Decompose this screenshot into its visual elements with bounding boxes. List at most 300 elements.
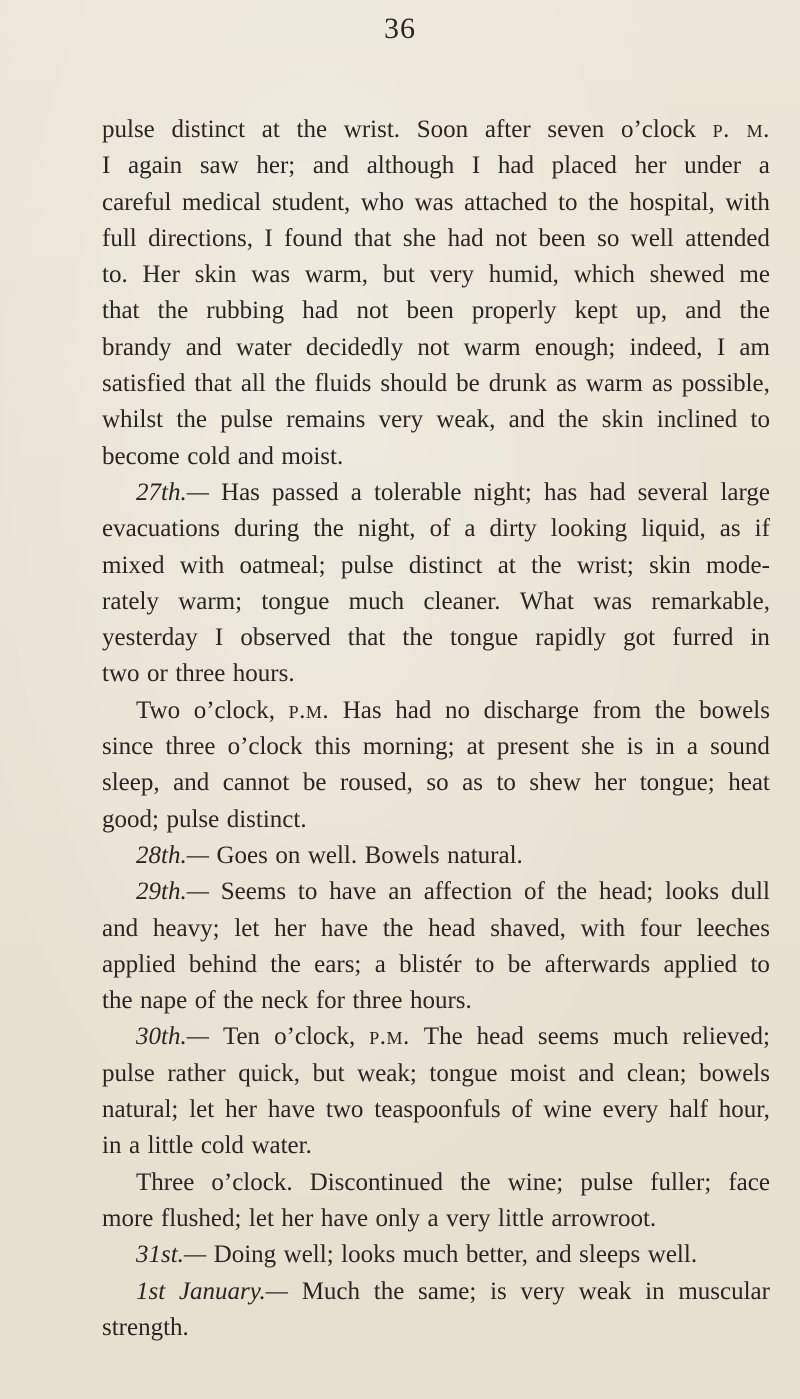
text-line: [102, 656, 770, 692]
word: tongue: [261, 587, 330, 615]
text-line: [102, 548, 770, 584]
word: much: [348, 587, 405, 615]
word: night,: [357, 515, 416, 543]
entry-line: [102, 1019, 770, 1055]
word: pulse: [220, 406, 273, 434]
text-line: [102, 1128, 770, 1164]
word: possible,: [681, 370, 770, 398]
word: Has: [342, 696, 382, 724]
word: she: [402, 224, 437, 252]
word: p.m.: [369, 1023, 410, 1051]
word: passed: [272, 478, 339, 506]
word: be: [507, 950, 532, 978]
word: arrowroot.: [551, 1204, 657, 1232]
word: the: [274, 370, 306, 398]
word: much: [402, 1241, 459, 1269]
word: wine;: [507, 1168, 564, 1196]
word: I: [264, 224, 273, 252]
word: a: [128, 1132, 141, 1160]
word: shewed: [649, 261, 725, 289]
text-line: [102, 221, 770, 257]
word: the: [382, 914, 414, 942]
word: Bowels: [364, 841, 440, 869]
word: remains: [286, 406, 366, 434]
word: her;: [256, 152, 296, 180]
word: from: [592, 696, 642, 724]
word: her: [594, 769, 627, 797]
word: m.: [746, 116, 770, 143]
word: properly: [471, 297, 557, 325]
page-number: 36: [384, 12, 416, 45]
word: three: [175, 660, 226, 688]
word: dull: [731, 878, 770, 906]
word: I: [716, 333, 726, 361]
word: of: [194, 987, 216, 1015]
word: mixed: [102, 551, 165, 579]
word: have: [267, 1096, 316, 1124]
word: January.—: [178, 1277, 288, 1305]
word: p.m.: [288, 696, 330, 724]
word: little: [498, 1204, 544, 1232]
word: was: [414, 188, 454, 216]
word: flushed;: [160, 1204, 242, 1232]
word: I: [214, 624, 224, 652]
word: heat: [728, 769, 770, 797]
word: been: [406, 297, 454, 325]
word: tongue;: [639, 769, 715, 797]
word: weak,: [436, 406, 496, 434]
text-line: [102, 1201, 770, 1237]
text-line: [102, 112, 770, 148]
word: student,: [271, 188, 351, 216]
word: no: [445, 696, 471, 724]
word: during: [234, 515, 300, 543]
word: brandy: [102, 333, 172, 361]
word: a: [427, 1204, 439, 1232]
word: cannot: [222, 769, 290, 797]
word: a: [464, 515, 476, 543]
word: 1st: [136, 1277, 166, 1305]
word: head: [476, 1023, 524, 1051]
entry-line: [102, 693, 770, 729]
word: to: [496, 769, 516, 797]
word: natural.: [447, 841, 523, 869]
word: afterwards: [544, 950, 651, 978]
word: discharge: [483, 696, 580, 724]
word: the: [313, 515, 344, 543]
word: nape: [140, 987, 188, 1015]
word: pulse: [340, 551, 394, 579]
word: has: [543, 478, 578, 506]
word: had: [302, 297, 339, 325]
word: hospital,: [629, 188, 715, 216]
word: as: [556, 370, 577, 398]
word: up,: [635, 297, 668, 325]
word: applied: [102, 950, 176, 978]
word: the: [176, 406, 207, 434]
word: dirty: [489, 515, 537, 543]
text-line: [102, 366, 770, 402]
word: weak: [578, 1277, 632, 1305]
word: yesterday: [102, 624, 198, 652]
word: the: [556, 878, 588, 906]
word: should: [380, 370, 448, 398]
word: after: [484, 116, 531, 143]
word: the: [270, 950, 301, 978]
entry-line: [102, 475, 770, 511]
word: cold: [187, 442, 231, 470]
text-line: [102, 729, 770, 765]
entry-line: [102, 1237, 770, 1273]
word: distinct: [408, 551, 483, 579]
word: that: [353, 224, 392, 252]
word: looks: [664, 878, 720, 906]
word: under: [684, 152, 742, 180]
word: decidedly: [305, 333, 404, 361]
word: skin: [194, 261, 237, 289]
word: and: [685, 297, 722, 325]
text-line: [102, 765, 770, 801]
word: o’clock,: [193, 696, 275, 724]
word: hours.: [409, 987, 472, 1015]
word: been: [538, 224, 586, 252]
word: well: [630, 224, 674, 252]
word: Doing: [213, 1241, 277, 1269]
word: and: [578, 1059, 615, 1087]
word: present: [496, 733, 570, 761]
word: directions,: [148, 224, 253, 252]
word: o’clock,: [274, 1023, 356, 1051]
word: had: [497, 152, 534, 180]
word: water.: [251, 1132, 312, 1160]
word: to: [474, 950, 495, 978]
text-line: [102, 1056, 770, 1092]
word: not: [417, 333, 450, 361]
word: have: [329, 878, 377, 906]
word: looks: [341, 1241, 396, 1269]
text-line: [102, 257, 770, 293]
word: 31st.—: [136, 1241, 207, 1269]
word: leeches: [696, 914, 770, 942]
word: furred: [672, 624, 734, 652]
word: wrist.: [343, 116, 401, 143]
word: have: [320, 1204, 369, 1232]
word: but: [382, 261, 415, 289]
word: 27th.—: [136, 478, 209, 506]
word: indeed,: [629, 333, 703, 361]
word: her: [281, 1204, 314, 1232]
word: skin: [601, 406, 644, 434]
word: blistér: [399, 950, 462, 978]
word: the: [223, 987, 254, 1015]
word: face: [728, 1168, 770, 1196]
word: kept: [574, 297, 618, 325]
word: the: [739, 297, 770, 325]
text-line: [102, 439, 770, 475]
word: whilst: [102, 406, 164, 434]
word: in: [655, 733, 675, 761]
word: heavy;: [152, 914, 220, 942]
word: pulse: [102, 116, 155, 143]
word: The: [423, 1023, 463, 1051]
word: 28th.—: [136, 841, 209, 869]
word: quick,: [238, 1059, 301, 1087]
word: and: [185, 333, 222, 361]
entry-line: [102, 838, 770, 874]
word: What: [519, 587, 574, 615]
word: head;: [599, 878, 654, 906]
word: on: [275, 841, 301, 869]
text-line: [102, 911, 770, 947]
word: this: [314, 733, 351, 761]
word: o’clock: [227, 733, 303, 761]
word: three: [352, 987, 403, 1015]
word: I: [471, 152, 481, 180]
word: was: [593, 587, 633, 615]
word: o’clock.: [211, 1168, 293, 1196]
word: moist: [510, 1059, 566, 1087]
word: oatmeal;: [239, 551, 326, 579]
word: or: [147, 660, 168, 688]
word: mode-: [706, 551, 770, 579]
word: Much: [301, 1277, 361, 1305]
word: natural;: [102, 1096, 179, 1124]
word: tongue: [450, 624, 519, 652]
word: well.: [647, 1241, 698, 1269]
word: she: [581, 733, 615, 761]
word: clean;: [626, 1059, 687, 1087]
word: and: [237, 442, 274, 470]
word: evacuations: [102, 515, 221, 543]
word: rately: [102, 587, 159, 615]
word: moist.: [281, 442, 344, 470]
word: attended: [685, 224, 770, 252]
word: as: [651, 370, 673, 398]
word: is: [626, 733, 644, 761]
word: tongue: [429, 1059, 498, 1087]
word: well.: [307, 841, 358, 869]
word: the: [296, 116, 328, 143]
word: as: [462, 769, 483, 797]
word: shaved,: [490, 914, 566, 942]
word: bowels: [699, 696, 770, 724]
word: hours.: [232, 660, 295, 688]
word: looking: [550, 515, 628, 543]
word: very: [520, 1277, 565, 1305]
text-line: [102, 293, 770, 329]
word: inclined: [656, 406, 738, 434]
word: to: [297, 878, 318, 906]
text-line: [102, 1092, 770, 1128]
text-line: [102, 185, 770, 221]
word: better,: [465, 1241, 529, 1269]
word: to: [750, 406, 770, 434]
word: which: [573, 261, 635, 289]
word: skin: [649, 551, 691, 579]
word: a: [350, 478, 362, 506]
word: all: [240, 370, 266, 398]
word: o’clock: [620, 116, 696, 143]
word: again: [128, 152, 183, 180]
word: distinct: [171, 116, 246, 143]
word: and: [312, 152, 350, 180]
word: become: [102, 442, 180, 470]
text-line: [102, 947, 770, 983]
word: not: [495, 224, 528, 252]
word: at: [261, 116, 280, 143]
word: good;: [102, 805, 159, 833]
word: sleeps: [579, 1241, 641, 1269]
word: a: [686, 733, 699, 761]
text-line: [102, 511, 770, 547]
word: placed: [551, 152, 617, 180]
text-line: [102, 402, 770, 438]
word: I: [102, 152, 111, 180]
word: her: [634, 152, 667, 180]
word: her: [225, 1096, 257, 1124]
word: the: [402, 624, 433, 652]
word: Seems: [220, 878, 287, 906]
word: the: [102, 987, 133, 1015]
word: to: [558, 188, 578, 216]
word: Has: [221, 478, 260, 506]
word: 30th.—: [136, 1023, 209, 1051]
word: fluids: [314, 370, 372, 398]
word: only: [375, 1204, 420, 1232]
word: that: [102, 297, 140, 325]
word: four: [639, 914, 682, 942]
word: 29th.—: [136, 878, 209, 906]
word: to.: [102, 261, 128, 289]
word: satisfied: [102, 370, 186, 398]
word: in: [102, 1132, 122, 1160]
word: a: [374, 950, 386, 978]
word: and: [102, 914, 139, 942]
word: applied: [663, 950, 738, 978]
word: water: [236, 333, 292, 361]
word: am: [739, 333, 770, 361]
word: tolerable: [373, 478, 462, 506]
word: so: [426, 769, 449, 797]
body-text: [102, 112, 770, 1346]
word: the: [557, 406, 589, 434]
word: that: [194, 370, 232, 398]
word: two: [325, 1096, 364, 1124]
word: me: [739, 261, 770, 289]
word: hour,: [718, 1096, 770, 1124]
word: drunk: [488, 370, 548, 398]
word: three: [165, 733, 216, 761]
word: and: [535, 1241, 572, 1269]
word: the: [157, 297, 189, 325]
word: be: [456, 370, 480, 398]
word: as: [719, 515, 741, 543]
word: full: [102, 224, 137, 252]
word: well;: [283, 1241, 334, 1269]
word: neck: [261, 987, 309, 1015]
word: Her: [142, 261, 180, 289]
word: relieved;: [682, 1023, 770, 1051]
word: her: [274, 914, 307, 942]
word: an: [388, 878, 412, 906]
word: wine: [543, 1096, 592, 1124]
word: and: [173, 769, 210, 797]
word: large: [720, 478, 770, 506]
word: night;: [473, 478, 532, 506]
text-line: [102, 802, 770, 838]
word: since: [102, 733, 154, 761]
word: wrist;: [576, 551, 634, 579]
word: humid,: [488, 261, 559, 289]
word: teaspoonfuls: [374, 1096, 501, 1124]
word: Three: [136, 1168, 195, 1196]
word: very: [446, 1204, 491, 1232]
word: in: [750, 624, 770, 652]
entry-line: [102, 1165, 770, 1201]
word: pulse: [166, 805, 220, 833]
word: seems: [537, 1023, 599, 1051]
word: medical: [182, 188, 262, 216]
word: careful: [102, 188, 172, 216]
word: had: [447, 224, 484, 252]
word: for: [315, 987, 345, 1015]
word: bowels: [699, 1059, 770, 1087]
word: the: [373, 1277, 405, 1305]
word: rubbing: [206, 297, 285, 325]
word: let: [248, 1204, 274, 1232]
word: if: [754, 515, 770, 543]
word: very: [429, 261, 474, 289]
entry-line: [102, 874, 770, 910]
word: the: [531, 551, 562, 579]
text-line: [102, 330, 770, 366]
word: with: [179, 551, 225, 579]
word: and: [508, 406, 545, 434]
word: seven: [547, 116, 605, 143]
word: sleep,: [102, 769, 160, 797]
word: much: [612, 1023, 669, 1051]
word: pulse: [102, 1059, 155, 1087]
word: with: [580, 914, 626, 942]
word: a: [758, 152, 770, 180]
word: p.: [712, 116, 730, 143]
word: fuller;: [650, 1168, 712, 1196]
word: ears;: [314, 950, 362, 978]
word: is: [490, 1277, 507, 1305]
word: cleaner.: [423, 587, 501, 615]
text-line: [102, 983, 770, 1019]
word: distinct.: [226, 805, 307, 833]
entry-line: [102, 1274, 770, 1310]
word: the: [460, 1168, 491, 1196]
word: got: [623, 624, 656, 652]
word: several: [637, 478, 709, 506]
word: warm: [463, 333, 521, 361]
word: half: [669, 1096, 708, 1124]
word: let: [234, 914, 260, 942]
word: rather: [167, 1059, 226, 1087]
word: to: [750, 950, 770, 978]
word: let: [189, 1096, 215, 1124]
word: warm,: [304, 261, 369, 289]
word: very: [378, 406, 424, 434]
word: found: [284, 224, 343, 252]
word: Soon: [416, 116, 469, 143]
word: warm: [585, 370, 643, 398]
word: so: [597, 224, 620, 252]
word: that: [347, 624, 386, 652]
word: roused,: [339, 769, 413, 797]
